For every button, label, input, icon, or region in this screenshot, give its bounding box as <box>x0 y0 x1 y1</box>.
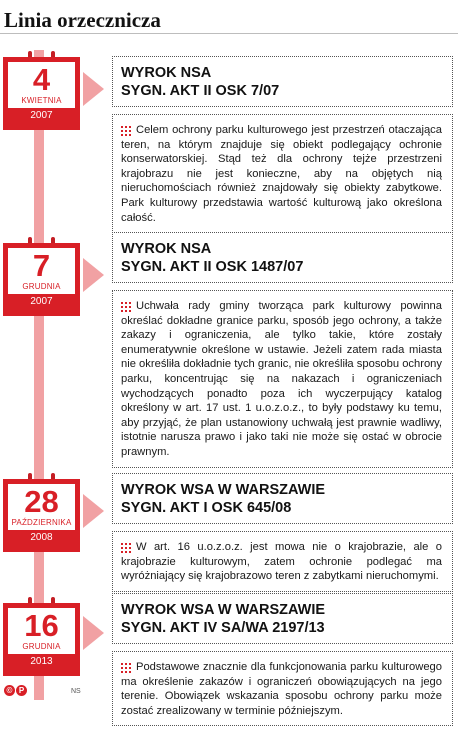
calendar-date-badge <box>3 50 80 130</box>
ruling-text: Uchwała rady gminy tworząca park kulturowy powinna określać dokładne granice parku, sposób jego ochrony, a także zakazy i ograniczenia, ale tylko takie, które zostały enumeratywnie określone w ustawie. Jeżeli zatem rada miasta nie określiła dokładnie tych granic, nie określiła sposobu ochrony parku, koncentrując się na nakazach i ograniczeniach wychodzących ponadto poza ich wyczerpujący katalog określony w art. 17 ust. 1 u.o.z.o.z., to były podstawy ku temu, aby przyjąć, że plan ustanowiony uchwałą jest prawnie wadliwy, istotnie narusza prawo i jako taki nie może się ostać w obrocie prawnym. <box>121 300 442 458</box>
ruling-header <box>112 593 453 644</box>
date-year: 2008 <box>30 532 53 543</box>
copyright-icon: © <box>4 685 15 696</box>
date-year: 2013 <box>30 656 53 667</box>
ruling-court: WYROK WSA W WARSZAWIE <box>121 482 326 498</box>
ruling-summary <box>112 651 453 726</box>
ruling-card <box>112 232 453 468</box>
timeline-arrow-icon <box>83 616 104 650</box>
date-day: 16 <box>24 608 59 643</box>
ruling-text: Celem ochrony parku kulturowego jest przestrzeń otaczająca teren, na którym znajduje się obiekt podlegający ochronie konserwatorskiej. Stąd też dla ochrony tejże przestrzeni krajobrazu nie jest konieczne, aby na objętych nią nieruchomościach również znajdowały się obiekty zabytkowe. Park kulturowy przedstawia wartość kulturową jako określona całość. <box>121 124 442 224</box>
ruling-court: WYROK NSA <box>121 65 212 81</box>
date-day: 28 <box>24 484 59 519</box>
timeline-arrow-icon <box>83 494 104 528</box>
ruling-header <box>112 232 453 283</box>
date-month: KWIETNIA <box>21 96 62 105</box>
grid-bullet-icon <box>121 302 131 312</box>
calendar-date-badge <box>3 472 80 552</box>
ruling-case-number: SYGN. AKT I OSK 645/08 <box>121 500 292 516</box>
date-month: GRUDNIA <box>22 282 61 291</box>
timeline-arrow-icon <box>83 72 104 106</box>
ruling-summary <box>112 531 453 592</box>
grid-bullet-icon <box>121 543 131 553</box>
ruling-court: WYROK NSA <box>121 241 212 257</box>
grid-bullet-icon <box>121 126 131 136</box>
date-day: 7 <box>32 248 51 283</box>
infographic-title: Linia orzecznicza <box>4 8 161 32</box>
date-month: PAŹDZIERNIKA <box>11 518 72 527</box>
ruling-case-number: SYGN. AKT II OSK 1487/07 <box>121 259 304 275</box>
ruling-case-number: SYGN. AKT II OSK 7/07 <box>121 83 280 99</box>
author-credit: NS <box>71 688 81 695</box>
ruling-header <box>112 56 453 107</box>
publisher-logo <box>4 685 28 696</box>
ruling-summary <box>112 114 453 233</box>
ruling-case-number: SYGN. AKT IV SA/WA 2197/13 <box>121 620 325 636</box>
date-month: GRUDNIA <box>22 642 61 651</box>
ruling-card <box>112 473 453 592</box>
grid-bullet-icon <box>121 663 131 673</box>
timeline-arrow-icon <box>83 258 104 292</box>
ruling-text: Podstawowe znacznie dla funkcjonowania parku kulturowego ma określenie zakazów i ograniczeń obowiązujących na jego terenie. Obowiązek wskazania sposobu ochrony parku może zostać zrealizowany w terminie późniejszym. <box>121 661 442 717</box>
date-year: 2007 <box>30 110 53 121</box>
calendar-date-badge <box>3 596 80 676</box>
ruling-header <box>112 473 453 524</box>
ruling-card <box>112 593 453 726</box>
title-divider <box>0 33 458 34</box>
ruling-court: WYROK WSA W WARSZAWIE <box>121 602 326 618</box>
publisher-logo-mark: P <box>16 685 27 696</box>
ruling-card <box>112 56 453 233</box>
ruling-text: W art. 16 u.o.z.o.z. jest mowa nie o krajobrazie, ale o krajobrazie kulturowym, zatem ochronie podlegać ma wyróżniający się krajobrazowo teren z zabytkami nieruchomymi. <box>121 541 442 583</box>
calendar-date-badge <box>3 236 80 316</box>
ruling-summary <box>112 290 453 468</box>
date-day: 4 <box>32 62 51 97</box>
date-year: 2007 <box>30 296 53 307</box>
